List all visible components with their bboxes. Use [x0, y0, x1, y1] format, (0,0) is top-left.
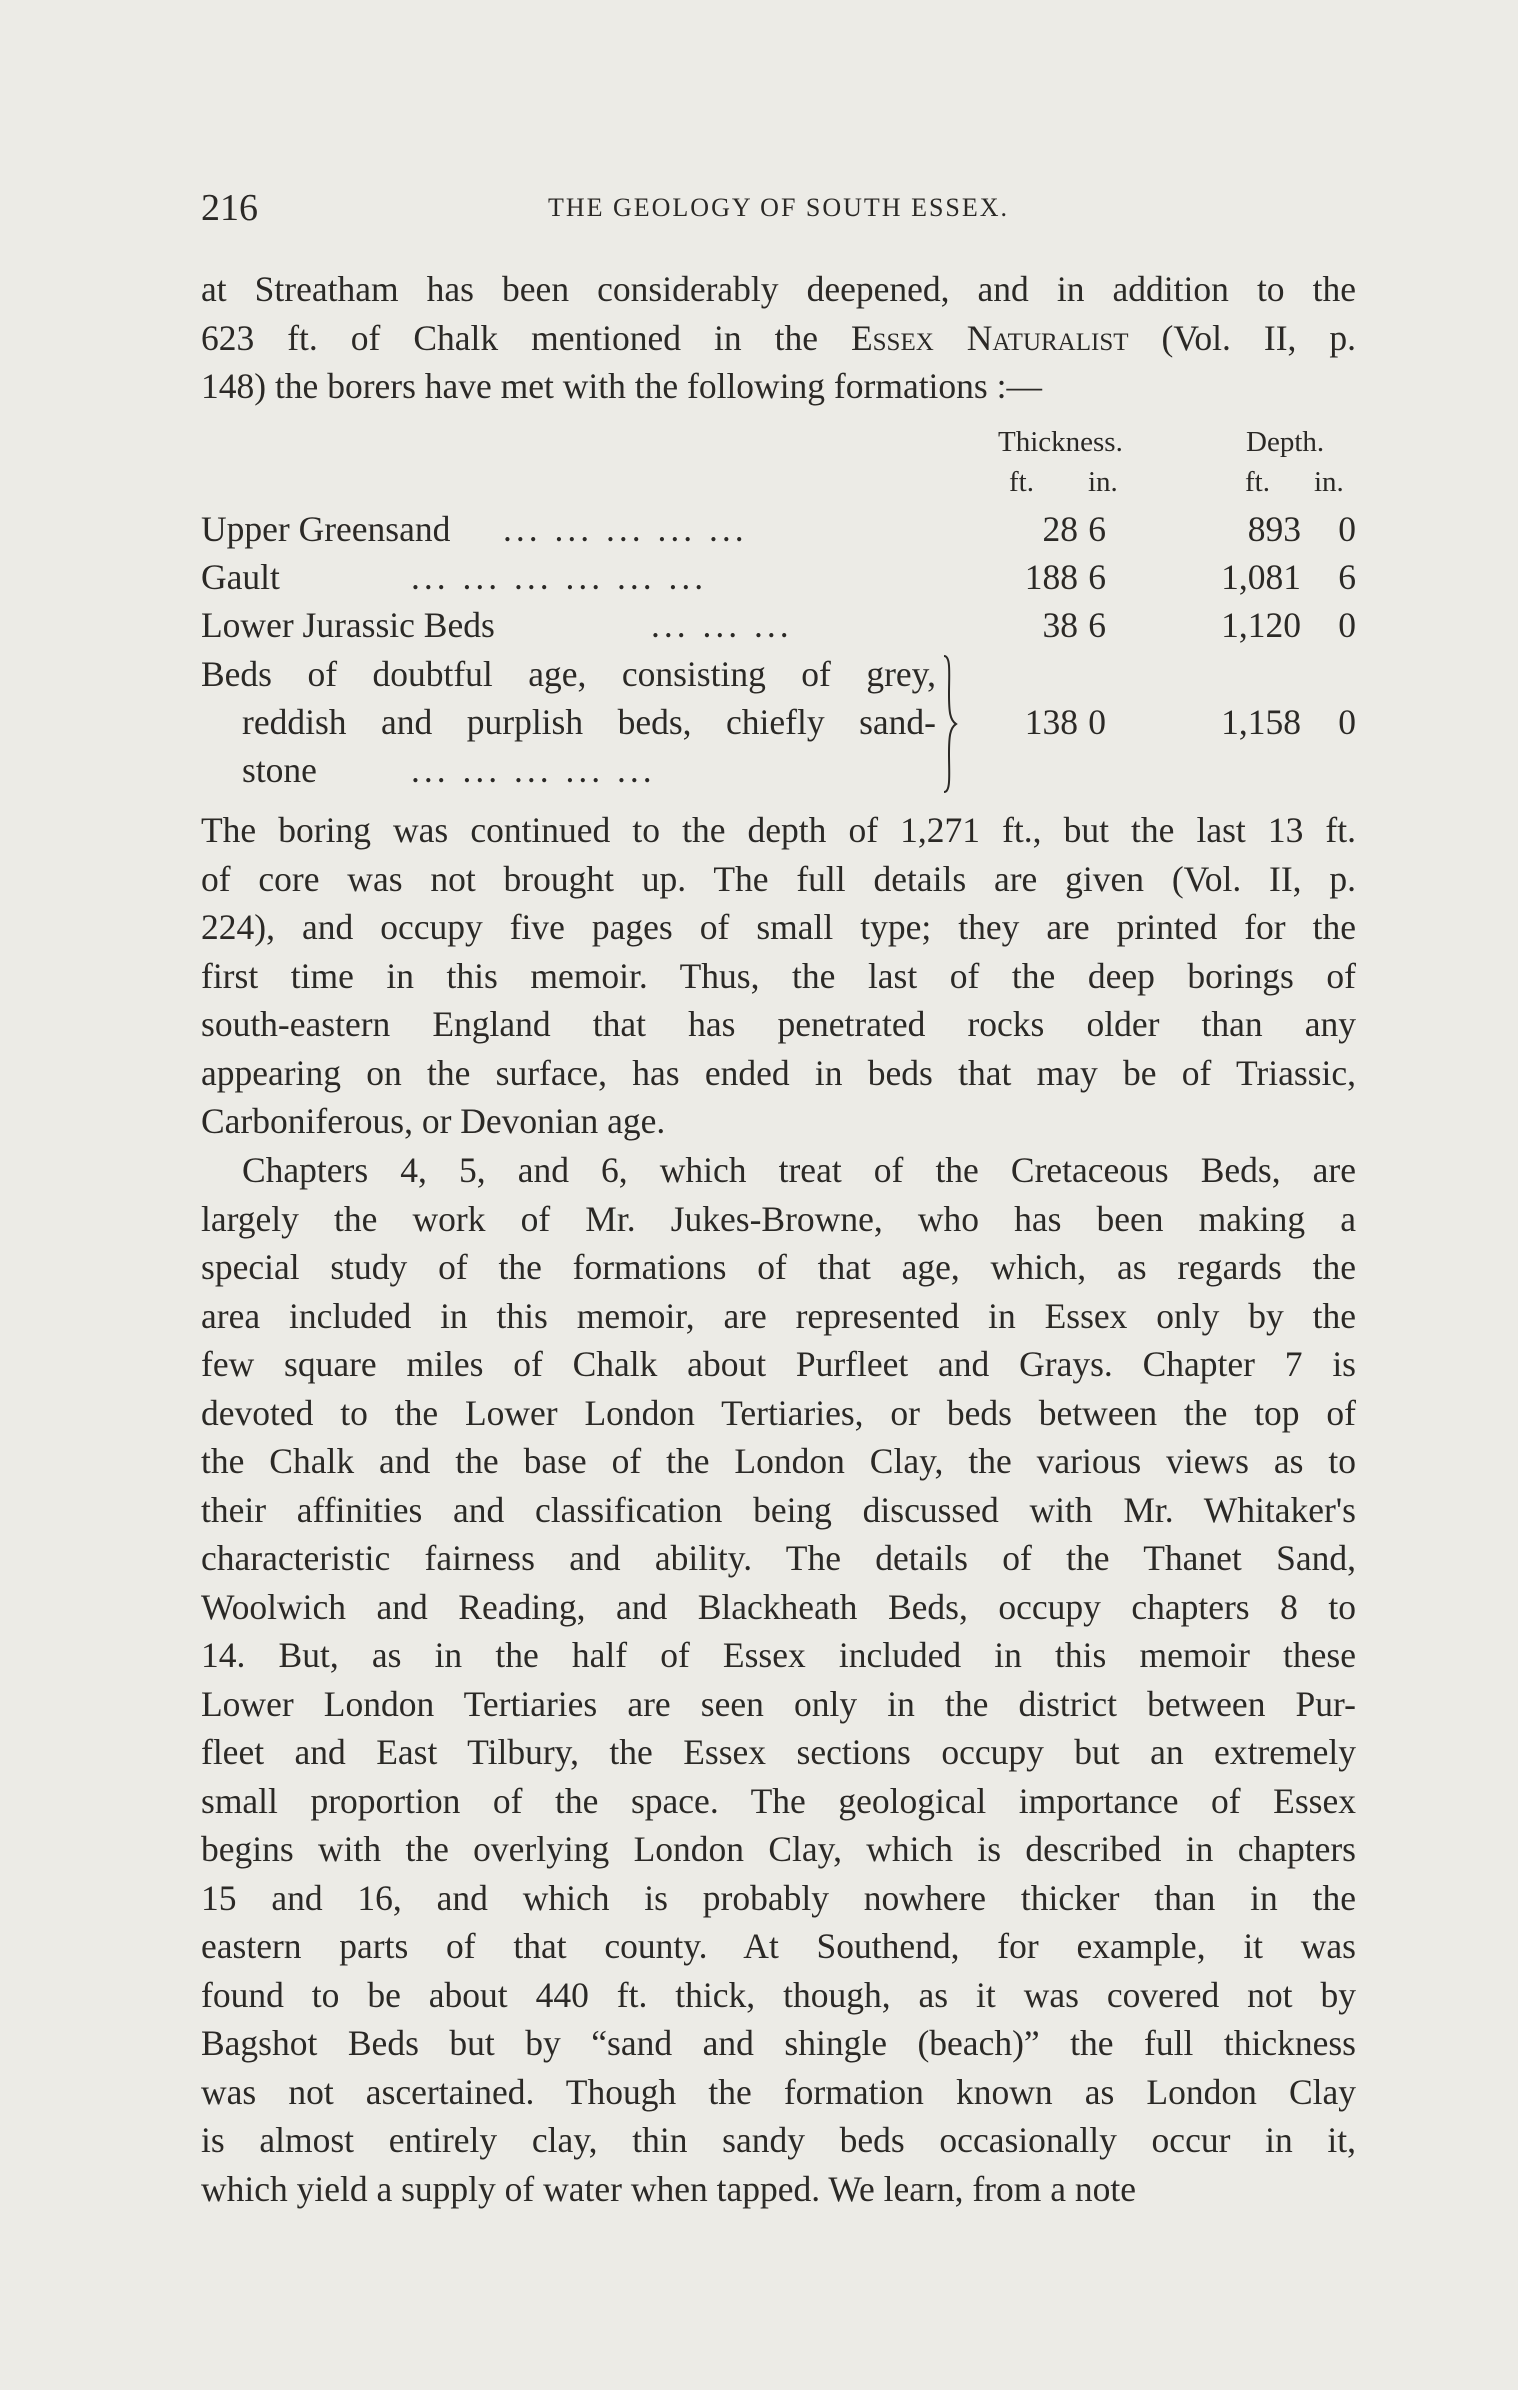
text-span: (Vol. II, p. [1128, 317, 1356, 358]
text-line: 15 and 16, and which is probably nowhere thicker than in the [201, 1877, 1356, 1918]
text-line: small proportion of the space. The geological importance of Essex [201, 1780, 1356, 1821]
text-line: few square miles of Chalk about Purfleet and Grays. Chapter 7 is [201, 1344, 1356, 1384]
depth-in: 6 [1338, 557, 1356, 597]
table-row [201, 650, 1356, 800]
thickness-in: 6 [1088, 509, 1106, 549]
depth-ft-unit: ft. [1245, 466, 1270, 498]
formation-name: Lower Jurassic Beds [201, 605, 495, 645]
leader-dots: ... ... ... ... ... [503, 509, 748, 549]
formation-name: reddish and purplish beds, chiefly sand- [242, 702, 936, 742]
thickness-in: 6 [1088, 557, 1106, 597]
text-line: The boring was continued to the depth of 1,271 ft., but the last 13 ft. [201, 810, 1356, 850]
intro-paragraph [201, 265, 1356, 411]
text-line: devoted to the Lower London Tertiaries, or beds between the top of [201, 1392, 1356, 1433]
thickness-ft: 38 [1042, 605, 1078, 645]
text-line: largely the work of Mr. Jukes-Browne, who has been making a [201, 1198, 1356, 1239]
formation-name: Beds of doubtful age, consisting of grey, [201, 654, 936, 694]
page-header [201, 178, 1356, 238]
thickness-ft: 188 [1024, 557, 1078, 597]
leader-dots: ... ... ... ... ... ... [411, 557, 708, 597]
thickness-in: 6 [1088, 605, 1106, 645]
text-span: 623 ft. of Chalk mentioned in the [201, 317, 851, 358]
depth-ft: 1,158 [1221, 702, 1301, 742]
text-line: which yield a supply of water when tapped. We learn, from a note [201, 2168, 1136, 2209]
text-line: 224), and occupy five pages of small type; they are printed for the [201, 907, 1356, 947]
text-line: the Chalk and the base of the London Clay, the various views as to [201, 1441, 1356, 1481]
thickness-in-unit: in. [1088, 466, 1118, 498]
running-title: THE GEOLOGY OF SOUTH ESSEX. [547, 193, 1010, 222]
text-line: south-eastern England that has penetrated rocks older than any [201, 1004, 1356, 1044]
depth-in-unit: in. [1314, 466, 1344, 498]
formation-name: stone [242, 750, 317, 790]
depth-in: 0 [1338, 509, 1356, 549]
depth-ft: 1,120 [1221, 605, 1301, 645]
text-line: is almost entirely clay, thin sandy beds occasionally occur in it, [201, 2120, 1356, 2160]
text-line: 14. But, as in the half of Essex included in this memoir these [201, 1635, 1356, 1675]
table-row [201, 601, 1356, 649]
text-line: Bagshot Beds but by “sand and shingle (beach)” the full thickness [201, 2023, 1356, 2063]
formation-name: Gault [201, 557, 280, 597]
text-line: appearing on the surface, has ended in beds that may be of Triassic, [201, 1052, 1356, 1093]
borehole-table [201, 410, 1356, 800]
text-line: characteristic fairness and ability. The details of the Thanet Sand, [201, 1538, 1356, 1578]
text-line: 148) the borers have met with the following formations :— [201, 366, 1042, 406]
depth-ft: 893 [1247, 509, 1301, 549]
text-line: of core was not brought up. The full details are given (Vol. II, p. [201, 858, 1356, 899]
depth-ft: 1,081 [1221, 557, 1301, 597]
text-line: was not ascertained. Though the formation known as London Clay [201, 2071, 1356, 2112]
depth-in: 0 [1338, 605, 1356, 645]
text-line: eastern parts of that county. At Southend, for example, it was [201, 1926, 1356, 1966]
depth-header: Depth. [1246, 426, 1325, 458]
thickness-ft: 28 [1042, 509, 1078, 549]
text-line: begins with the overlying London Clay, which is described in chapters [201, 1829, 1356, 1869]
leader-dots: ... ... ... [651, 605, 793, 645]
thickness-ft: 138 [1024, 702, 1078, 742]
journal-title: Essex Naturalist [850, 317, 1129, 358]
table-row [201, 505, 1356, 553]
text-line: found to be about 440 ft. thick, though, as it was covered not by [201, 1974, 1356, 2015]
text-line: area included in this memoir, are represented in Essex only by the [201, 1295, 1356, 1336]
leader-dots: ... ... ... ... ... [411, 750, 656, 790]
thickness-header: Thickness. [998, 426, 1123, 458]
text-line: special study of the formations of that age, which, as regards the [201, 1247, 1356, 1287]
page-number: 216 [201, 187, 258, 229]
text-line: Carboniferous, or Devonian age. [201, 1101, 666, 1141]
thickness-ft-unit: ft. [1009, 466, 1034, 498]
text-line: Chapters 4, 5, and 6, which treat of the Cretaceous Beds, are [242, 1150, 1356, 1190]
curly-brace [941, 654, 959, 794]
text-line: Lower London Tertiaries are seen only in the district between Pur- [201, 1683, 1356, 1724]
formation-name: Upper Greensand [201, 509, 451, 549]
text-line: Woolwich and Reading, and Blackheath Beds, occupy chapters 8 to [201, 1586, 1356, 1627]
paragraph-boring [201, 806, 1356, 1146]
thickness-in: 0 [1088, 702, 1106, 742]
text-line: at Streatham has been considerably deepened, and in addition to the [201, 269, 1356, 309]
text-line [201, 314, 1356, 363]
text-line: their affinities and classification being discussed with Mr. Whitaker's [201, 1489, 1356, 1530]
text-line: first time in this memoir. Thus, the last of the deep borings of [201, 955, 1356, 996]
table-row [201, 553, 1356, 601]
text-line: fleet and East Tilbury, the Essex sections occupy but an extremely [201, 1732, 1356, 1772]
depth-in: 0 [1338, 702, 1356, 742]
paragraph-chapters [201, 1146, 1356, 2213]
